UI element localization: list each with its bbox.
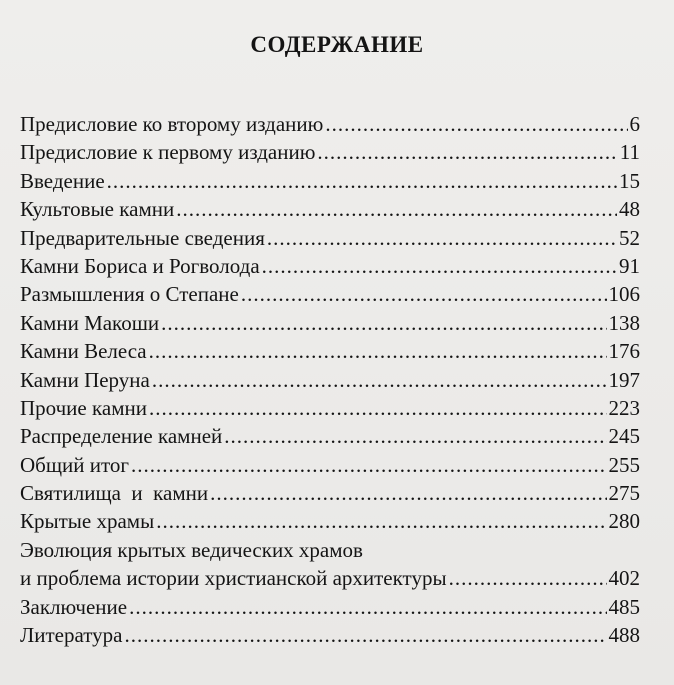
toc-leader-dots [449,564,607,592]
toc-entry [20,422,640,450]
toc-page-number: 402 [608,566,640,591]
toc-page-number: 6 [629,112,640,136]
toc-entry [20,195,640,223]
toc-page-number: 275 [608,481,640,506]
toc-leader-dots [241,280,607,308]
toc-page-number: 106 [608,282,640,307]
toc-entry-label: Культовые камни [20,197,175,222]
toc-leader-dots [176,195,617,223]
toc-entry-label: Камни Бориса и Рогволода [20,253,260,278]
toc-leader-dots [210,479,606,507]
toc-leader-dots [124,621,606,649]
toc-leader-dots [149,394,607,422]
toc-entry [20,138,640,166]
toc-page-number: 245 [608,424,640,449]
toc-entry-first-line: Эволюция крытых ведических храмов [20,537,363,562]
toc-entry-label: Предварительные сведения [20,225,265,250]
toc-entry-label: Камни Макоши [20,310,160,335]
toc-entry-label: Заключение [20,594,128,619]
toc-entry [20,110,640,138]
toc-entry-label: Введение [20,168,105,193]
toc-entry [20,224,640,252]
toc-page-number: 11 [619,140,640,165]
toc-entry [20,621,640,649]
toc-page-number: 91 [619,253,640,278]
toc-leader-dots [224,422,606,450]
toc-leader-dots [131,451,607,479]
toc-leader-dots [317,138,617,166]
toc-page-number: 176 [608,339,640,364]
toc-entry [20,252,640,280]
toc-leader-dots [152,366,607,394]
toc-page-number: 138 [608,310,640,335]
toc-leader-dots [161,309,606,337]
toc-entry-label: Святилища и камни [20,481,209,506]
toc-entry-label: Крытые храмы [20,509,155,534]
toc-entry-label: Камни Велеса [20,339,147,364]
toc-entry [20,564,640,592]
table-of-contents [20,110,640,649]
toc-entry-label: Общий итог [20,452,129,477]
toc-leader-dots [325,110,627,138]
page-title: СОДЕРЖАНИЕ [250,32,424,57]
toc-page-number: 197 [608,367,640,392]
toc-leader-dots [107,167,617,195]
toc-leader-dots [149,337,607,365]
toc-entry-label: Предисловие к первому изданию [20,140,316,165]
toc-leader-dots [267,224,617,252]
toc-entry [20,394,640,422]
toc-page-number: 485 [608,594,640,619]
toc-page-number: 255 [608,452,640,477]
toc-entry [20,337,640,365]
toc-leader-dots [129,593,606,621]
toc-entry [20,366,640,394]
toc-page-number: 488 [608,623,640,648]
toc-entry-label: и проблема истории христианской архитектуры [20,566,447,591]
toc-entry [20,167,640,195]
toc-page-number: 48 [619,197,640,222]
toc-page-number: 223 [608,395,640,420]
toc-page-number: 52 [619,225,640,250]
toc-entry-label: Литература [20,623,123,648]
toc-entry-label: Прочие камни [20,395,147,420]
toc-entry-label: Камни Перуна [20,367,150,392]
toc-page-number: 15 [619,168,640,193]
toc-page-number: 280 [608,509,640,534]
toc-leader-dots [262,252,617,280]
toc-entry [20,280,640,308]
toc-entry-label: Предисловие ко второму изданию [20,112,324,136]
toc-leader-dots [156,507,606,535]
toc-entry [20,593,640,621]
toc-entry-label: Распределение камней [20,424,223,449]
toc-entry [20,451,640,479]
toc-entry [20,507,640,535]
toc-entry [20,309,640,337]
toc-entry-label: Размышления о Степане [20,282,239,307]
toc-entry [20,479,640,507]
